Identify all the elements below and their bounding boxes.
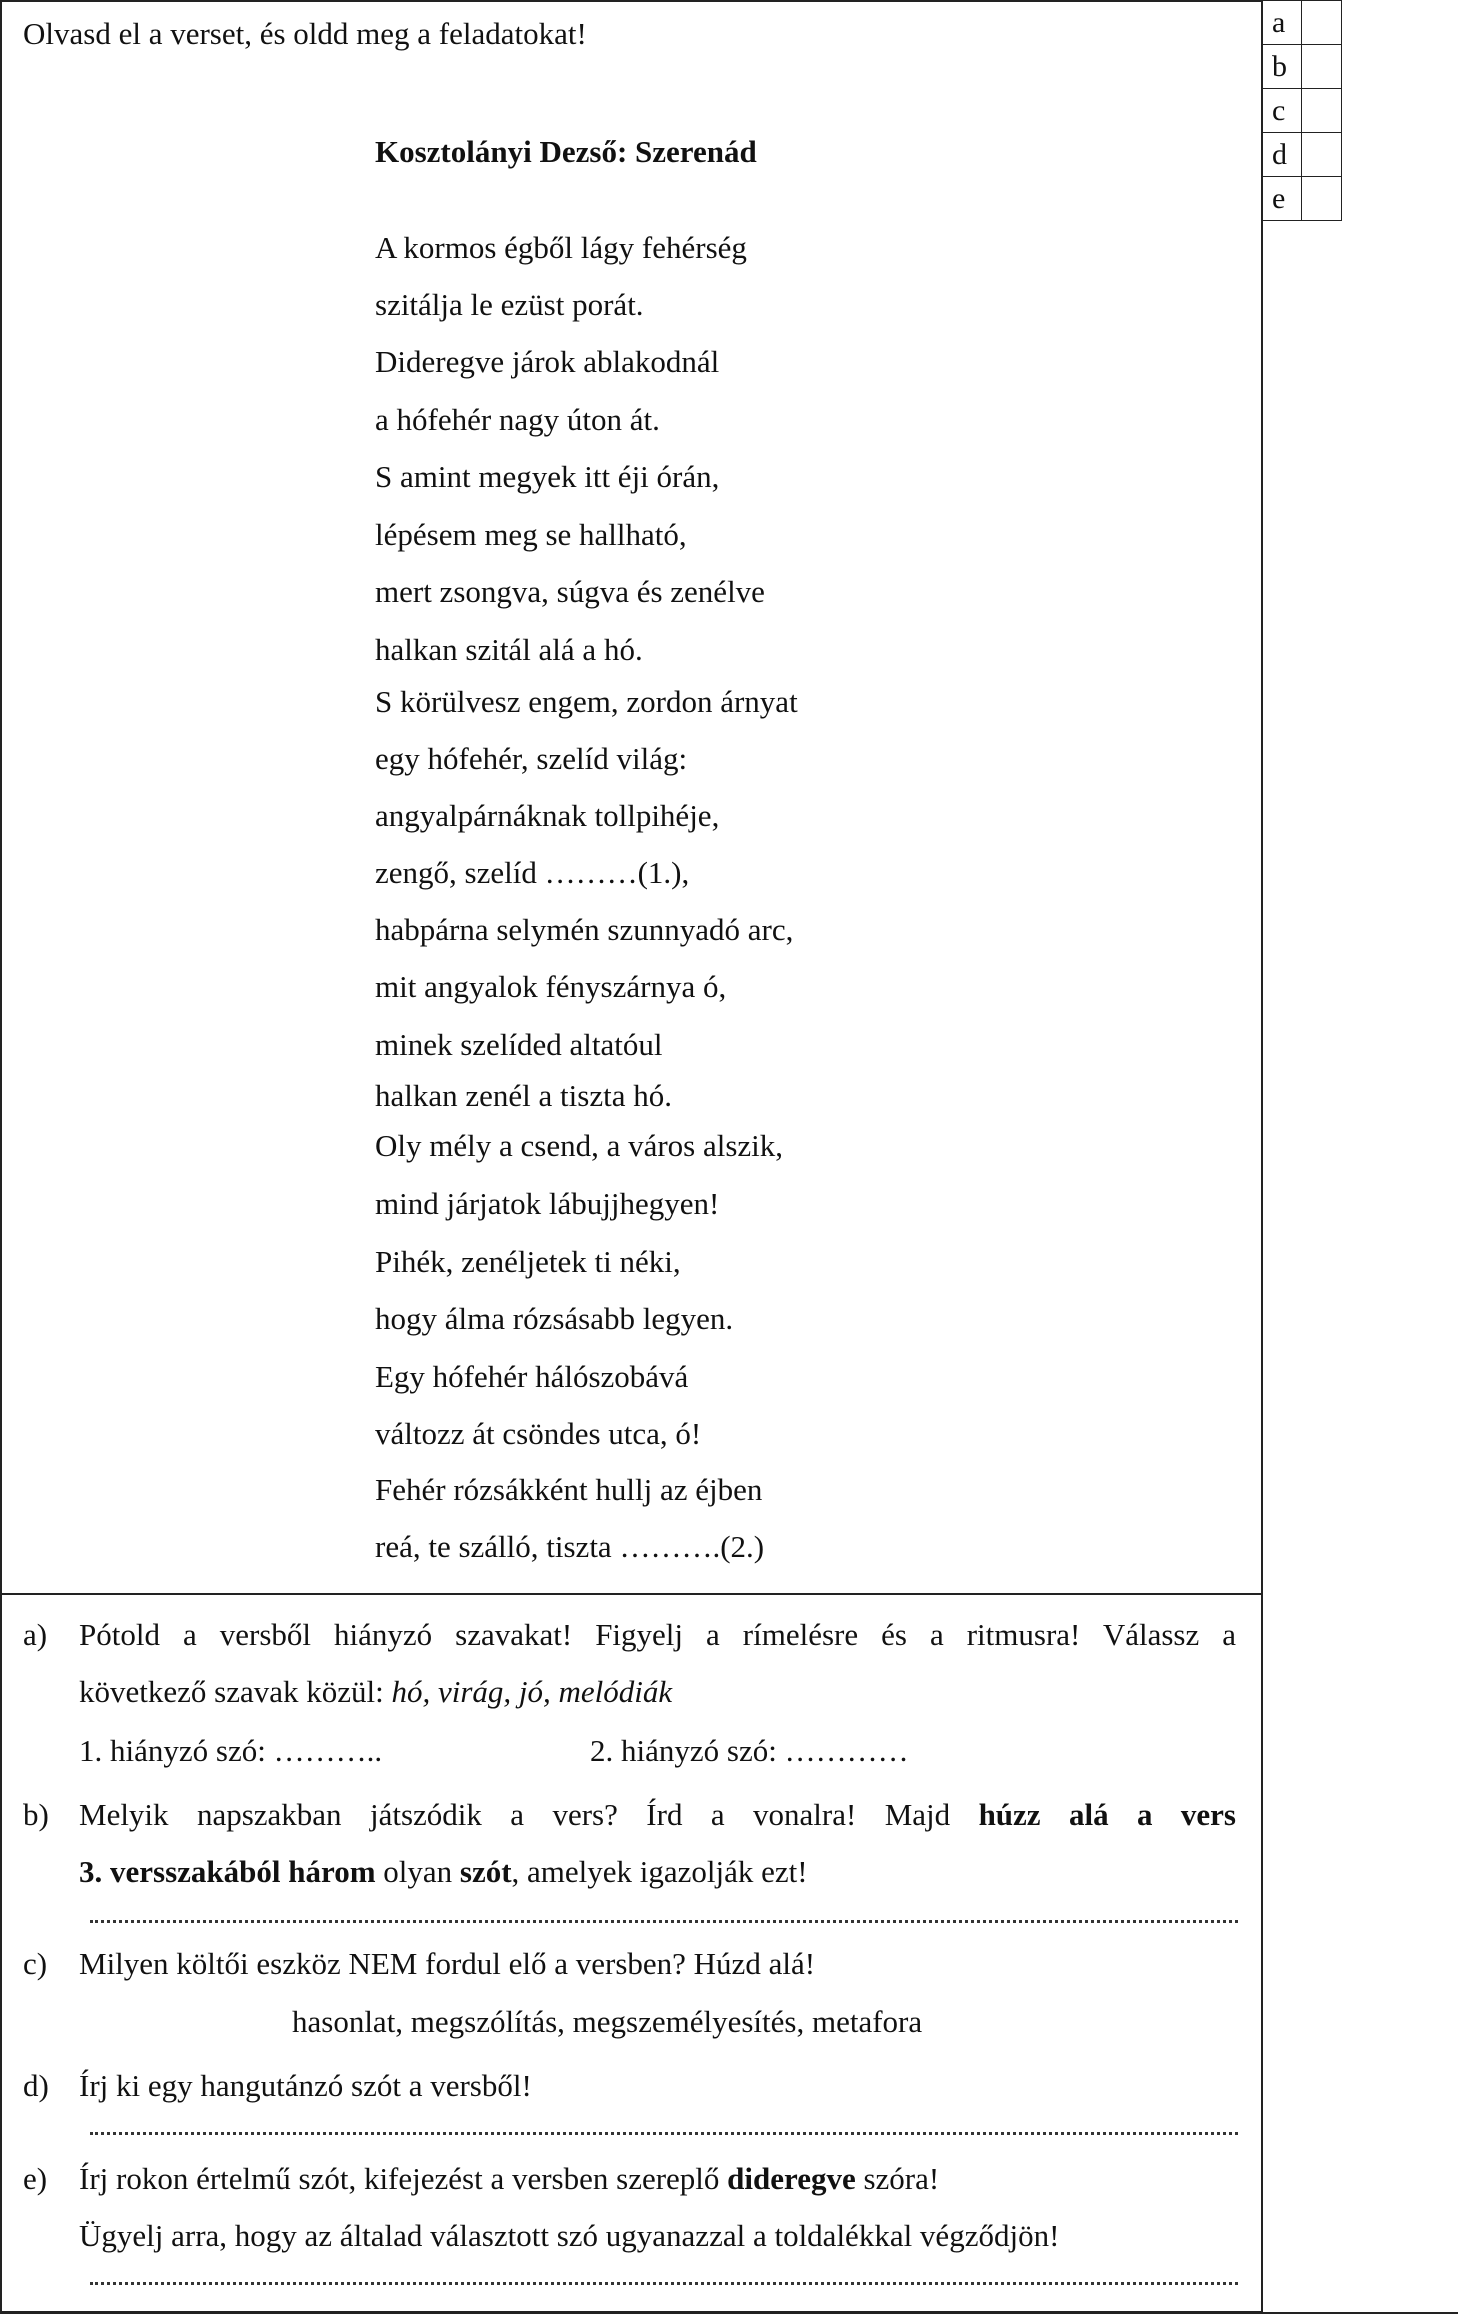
poem-line: Egy hófehér hálószobává: [375, 1359, 689, 1394]
task-d-label: d): [23, 2068, 49, 2103]
poem-line: A kormos égből lágy fehérség: [375, 230, 747, 265]
task-d-answer-line[interactable]: [90, 2132, 1238, 2135]
poem-line: S körülvesz engem, zordon árnyat: [375, 684, 798, 719]
poem-line: minek szelíded altatóul: [375, 1027, 663, 1062]
score-label-a: a: [1263, 1, 1302, 45]
task-a-choices: [79, 1674, 672, 1710]
task-c-options[interactable]: hasonlat, megszólítás, megszemélyesítés, metafora: [292, 2004, 923, 2039]
poem-line: S amint megyek itt éji órán,: [375, 459, 720, 494]
score-cell-a[interactable]: [1302, 1, 1342, 45]
task-e-text-2: Ügyelj arra, hogy az általad választott szó ugyanazzal a toldalékkal végződjön!: [79, 2218, 1060, 2253]
task-a-label: a): [23, 1617, 48, 1652]
score-label-d: d: [1263, 133, 1302, 177]
poem-line: habpárna selymén szunnyadó arc,: [375, 912, 794, 947]
poem-line: mind járjatok lábujjhegyen!: [375, 1186, 720, 1221]
task-a-word-list: hó, virág, jó, melódiák: [391, 1674, 673, 1709]
poem-line: Fehér rózsákként hullj az éjben: [375, 1472, 763, 1507]
score-cell-d[interactable]: [1302, 133, 1342, 177]
task-d-text: Írj ki egy hangutánzó szót a versből!: [79, 2068, 532, 2103]
task-a-choices-prefix: következő szavak közül:: [79, 1674, 392, 1709]
task-b-text-2: [79, 1854, 808, 1890]
task-e-label: e): [23, 2161, 48, 2196]
poem-line: Dideregve járok ablakodnál: [375, 344, 720, 379]
poem-line: mit angyalok fényszárnya ó,: [375, 969, 727, 1004]
poem-title: Kosztolányi Dezső: Szerenád: [375, 134, 757, 169]
poem-line: halkan zenél a tiszta hó.: [375, 1078, 672, 1113]
poem-line: egy hófehér, szelíd világ:: [375, 741, 688, 776]
instructions: Olvasd el a verset, és oldd meg a feladatokat!: [23, 16, 587, 51]
task-a-text: Pótold a versből hiányzó szavakat! Figyelj a rímelésre és a ritmusra! Válassz a: [79, 1617, 1236, 1652]
poem-line: a hófehér nagy úton át.: [375, 402, 660, 437]
task-b-text-1a: Melyik napszakban játszódik a vers? Írd a vonalra! Majd: [79, 1797, 979, 1832]
task-e-answer-line[interactable]: [90, 2282, 1238, 2285]
poem-line: mert zsongva, súgva és zenélve: [375, 574, 765, 609]
poem-line: lépésem meg se hallható,: [375, 517, 687, 552]
task-b-text-1b: húzz alá a vers: [978, 1797, 1236, 1832]
task-b-label: b): [23, 1797, 49, 1832]
margin-divider: [1261, 0, 1263, 2314]
poem-line: Pihék, zenéljetek ti néki,: [375, 1244, 681, 1279]
task-e-text-1a: Írj rokon értelmű szót, kifejezést a versben szereplő: [79, 2161, 728, 2196]
task-c-label: c): [23, 1946, 48, 1981]
task-b-text-2a: 3. versszakából három: [79, 1854, 376, 1889]
poem-line: zengő, szelíd ………(1.),: [375, 855, 690, 890]
poem-line: reá, te szálló, tiszta ……….(2.): [375, 1529, 765, 1564]
task-c-text: Milyen költői eszköz NEM fordul elő a versben? Húzd alá!: [79, 1946, 816, 1981]
task-e-text-1c: szóra!: [855, 2161, 940, 2196]
task-b-answer-line[interactable]: [90, 1920, 1238, 1923]
poem-line: angyalpárnáknak tollpihéje,: [375, 798, 720, 833]
score-cell-e[interactable]: [1302, 177, 1342, 221]
score-cell-c[interactable]: [1302, 89, 1342, 133]
score-label-b: b: [1263, 45, 1302, 89]
score-label-c: c: [1263, 89, 1302, 133]
task-e-keyword: dideregve: [727, 2161, 856, 2196]
poem-line: hogy álma rózsásabb legyen.: [375, 1301, 734, 1336]
poem-line: Oly mély a csend, a város alszik,: [375, 1128, 784, 1163]
poem-line: szitálja le ezüst porát.: [375, 287, 644, 322]
poem-line: változz át csöndes utca, ó!: [375, 1416, 702, 1451]
task-b-text-1: [79, 1797, 1236, 1833]
task-b-text-2c: szót: [459, 1854, 512, 1889]
poem-line: halkan szitál alá a hó.: [375, 632, 643, 667]
score-table: [1262, 0, 1342, 221]
section-divider: [0, 1593, 1262, 1595]
score-label-e: e: [1263, 177, 1302, 221]
task-a-blank-1[interactable]: 1. hiányzó szó: ………..: [79, 1733, 383, 1768]
task-e-text-1: [79, 2161, 939, 2197]
task-a-blank-2[interactable]: 2. hiányzó szó: …………: [590, 1733, 909, 1768]
task-b-text-2d: , amelyek igazolják ezt!: [511, 1854, 808, 1889]
score-cell-b[interactable]: [1302, 45, 1342, 89]
task-b-text-2b: olyan: [375, 1854, 460, 1889]
